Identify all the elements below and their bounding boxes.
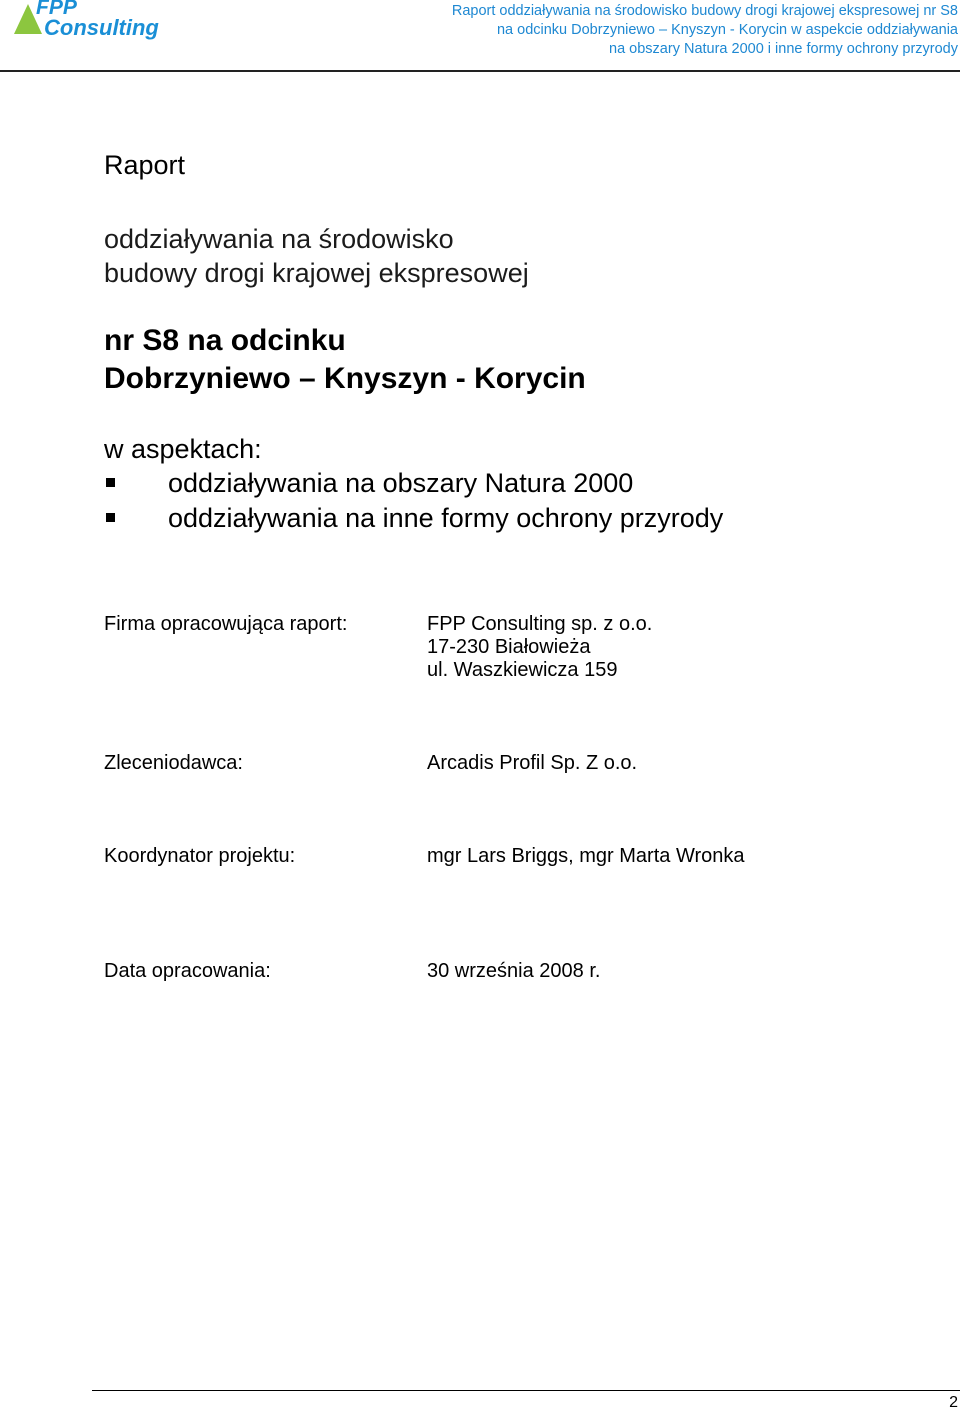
header-divider: [0, 70, 960, 72]
list-item: [104, 501, 723, 536]
aspect-natura-2000: oddziaływania na obszary Natura 2000: [168, 468, 634, 498]
road-section-line-1: nr S8 na odcinku: [104, 324, 346, 357]
logo-text-consulting: Consulting: [44, 15, 159, 40]
firm-city: 17-230 Białowieża: [427, 636, 591, 658]
aspect-other-protection: oddziaływania na inne formy ochrony przyrody: [168, 503, 724, 533]
square-bullet-icon: [106, 513, 115, 522]
footer-divider: [92, 1390, 960, 1391]
square-bullet-icon: [106, 478, 115, 487]
coordinator-value: mgr Lars Briggs, mgr Marta Wronka: [427, 845, 745, 867]
report-subtitle: [104, 222, 529, 290]
firm-value: [427, 613, 652, 682]
page-number: 2: [949, 1394, 958, 1411]
firm-name: FPP Consulting sp. z o.o.: [427, 613, 653, 635]
aspects-intro: w aspektach:: [104, 434, 262, 464]
client-label: Zleceniodawca:: [104, 752, 243, 774]
running-title-line-3: na obszary Natura 2000 i inne formy ochrony przyrody: [609, 41, 958, 57]
client-value: Arcadis Profil Sp. Z o.o.: [427, 752, 638, 774]
logo-text-fpp: FPP: [36, 0, 77, 19]
report-title: Raport: [104, 150, 186, 180]
firm-street: ul. Waszkiewicza 159: [427, 659, 618, 681]
firm-label: Firma opracowująca raport:: [104, 613, 348, 635]
running-title: [452, 2, 958, 59]
aspects-list: [104, 466, 723, 536]
date-value: 30 września 2008 r.: [427, 960, 601, 982]
subtitle-line-1: oddziaływania na środowisko: [104, 224, 454, 254]
running-title-line-2: na odcinku Dobrzyniewo – Knyszyn - Korycin w aspekcie oddziaływania: [496, 22, 958, 38]
subtitle-line-2: budowy drogi krajowej ekspresowej: [104, 258, 529, 288]
road-section-line-2: Dobrzyniewo – Knyszyn - Korycin: [104, 362, 586, 395]
date-label: Data opracowania:: [104, 960, 271, 982]
coordinator-label: Koordynator projektu:: [104, 845, 296, 867]
fpp-consulting-logo: [8, 0, 168, 44]
running-title-line-1: Raport oddziaływania na środowisko budowy drogi krajowej ekspresowej nr S8: [451, 3, 958, 19]
list-item: [104, 466, 723, 501]
road-section-title: [104, 322, 586, 398]
page-header: [0, 0, 960, 74]
